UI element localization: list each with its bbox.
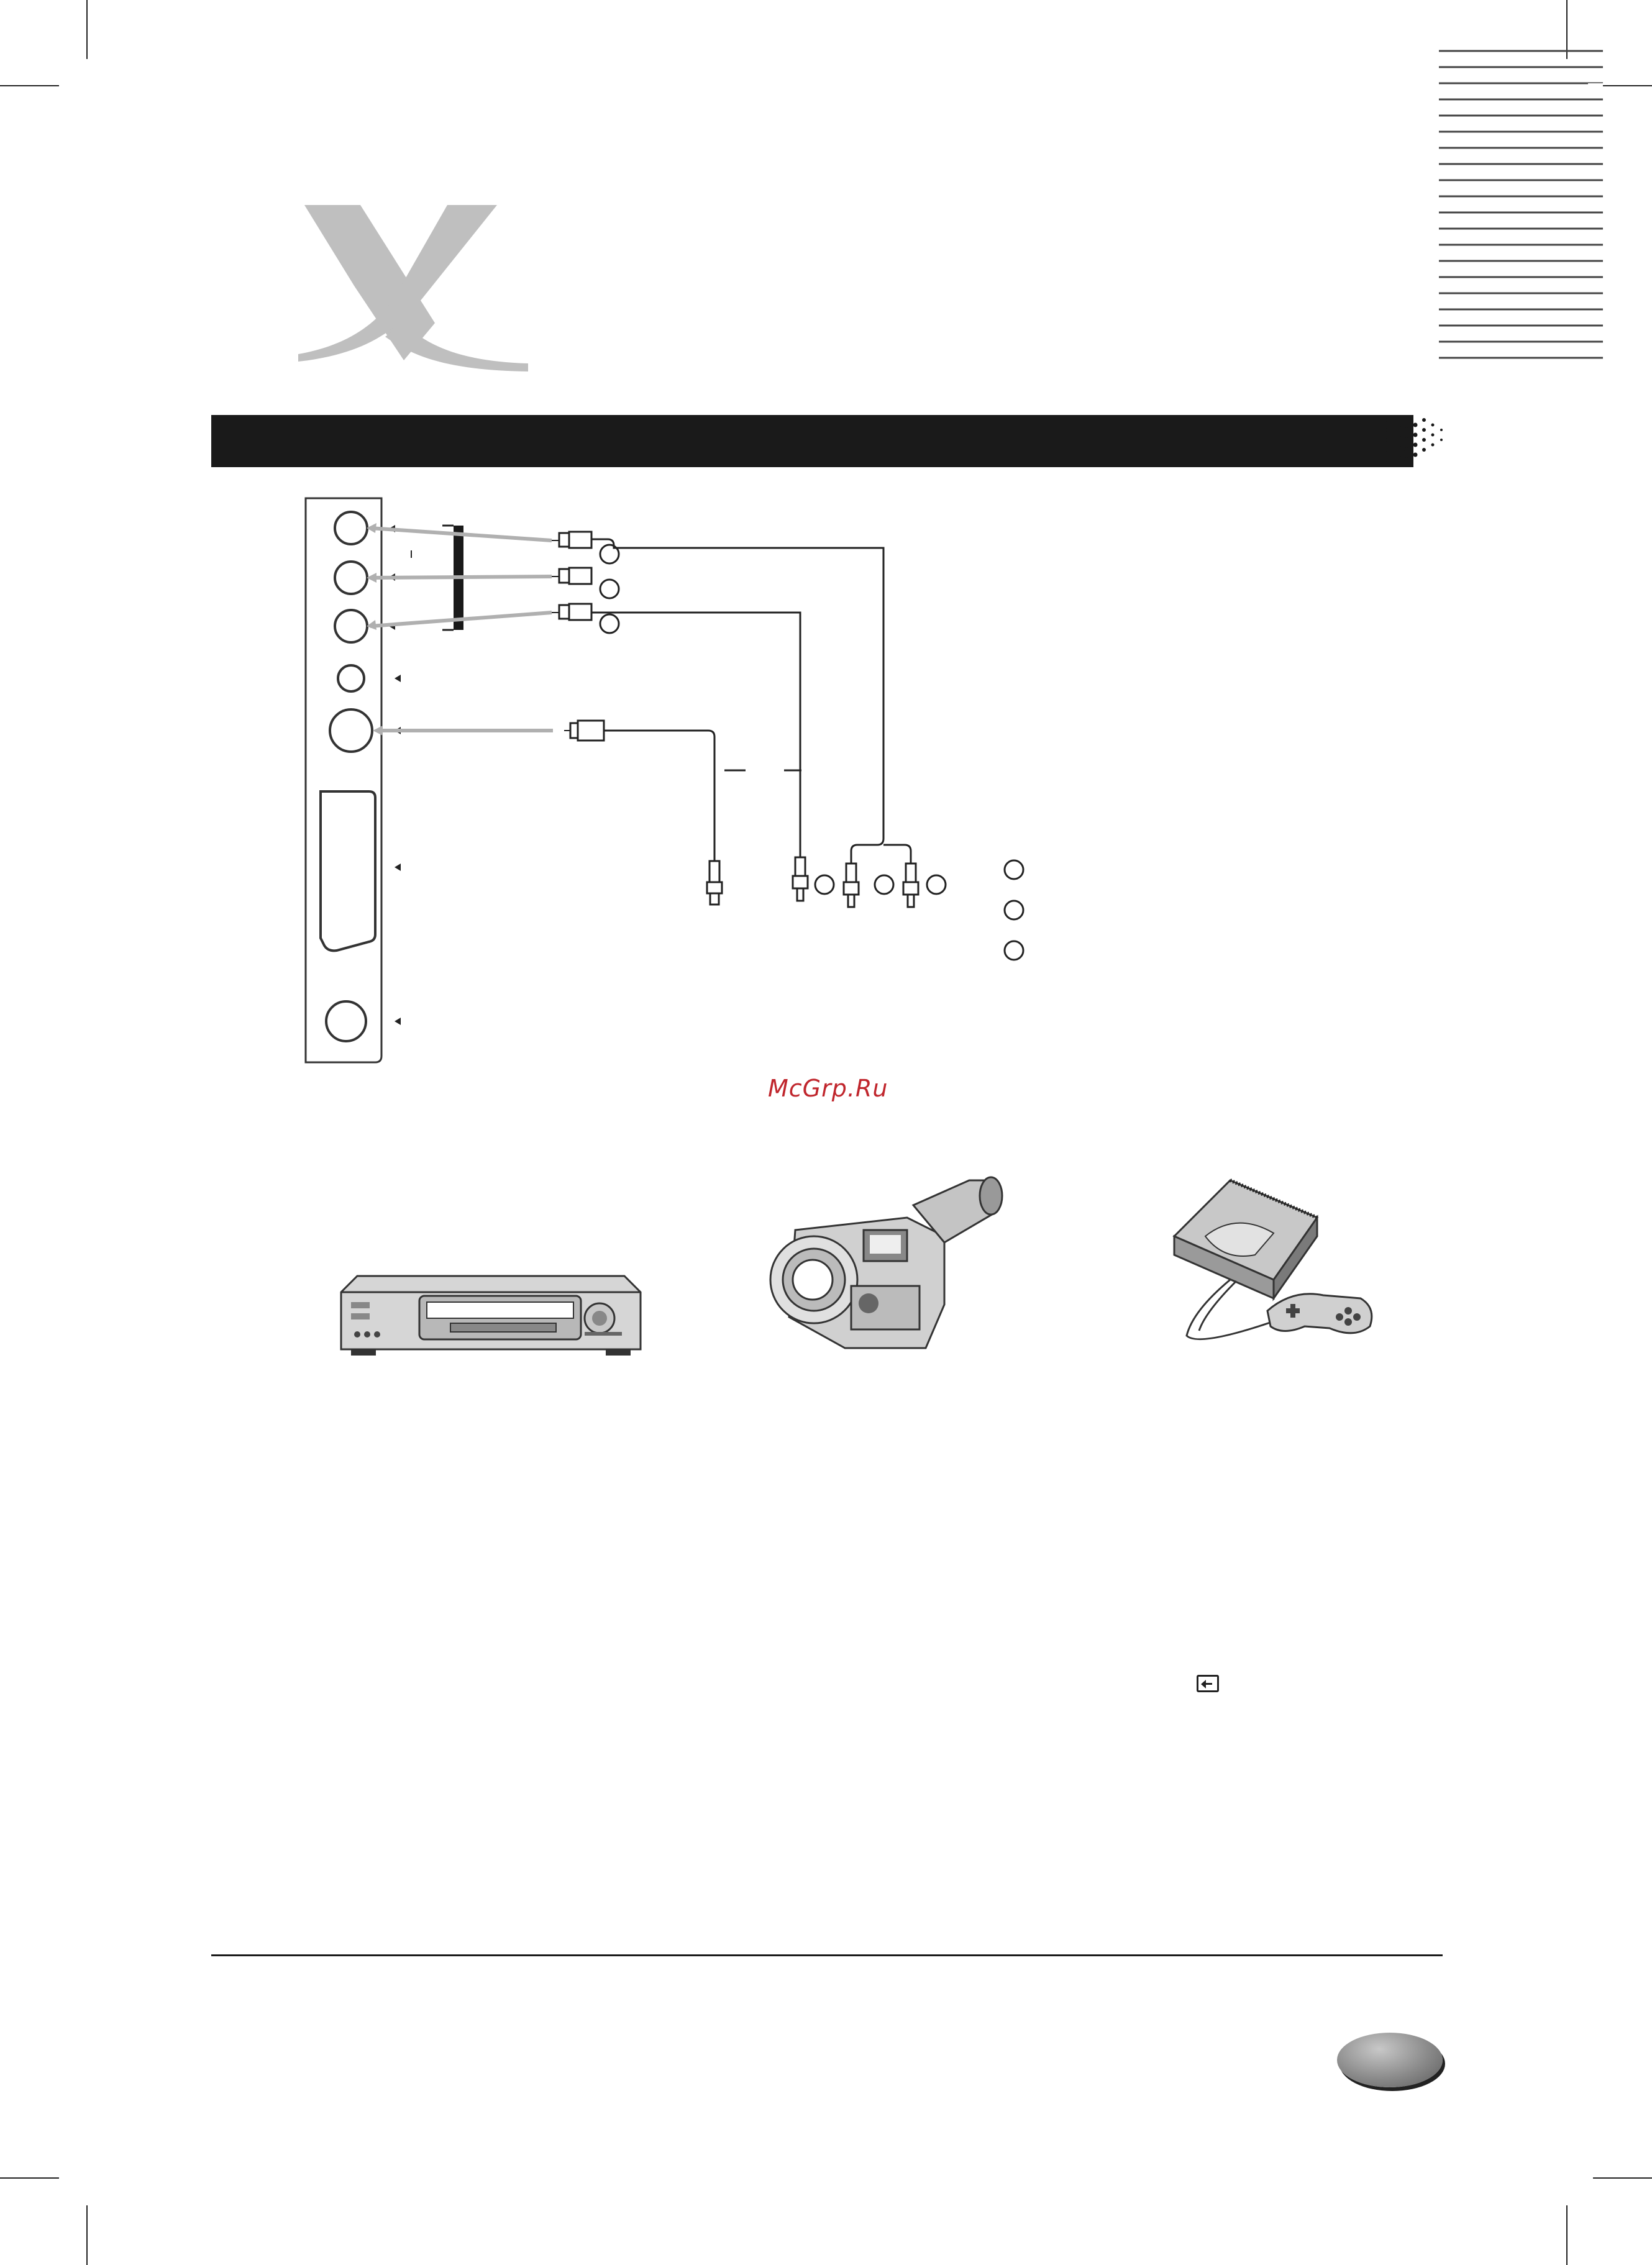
header-stripes [1439, 48, 1603, 371]
camcorder-icon [764, 1162, 1013, 1360]
vcr-icon [339, 1267, 643, 1360]
title-bar-halftone [1385, 415, 1448, 467]
page-number-badge [1337, 2033, 1443, 2087]
headphone-jack [338, 665, 364, 691]
audio-right-jack [335, 562, 367, 594]
s-video-jack [330, 709, 372, 752]
input-source-icon [1197, 1675, 1219, 1692]
connection-diagram [298, 491, 1081, 1069]
scart-socket [321, 791, 375, 950]
footer-rule [211, 1954, 1443, 1956]
game-console-icon [1162, 1168, 1379, 1354]
audio-left-jack [335, 512, 367, 544]
section-title-bar [211, 415, 1413, 467]
video-jack [335, 610, 367, 642]
watermark-text: McGrp.Ru [768, 1075, 888, 1102]
brand-x-logo [292, 199, 541, 373]
antenna-jack [326, 1001, 366, 1041]
